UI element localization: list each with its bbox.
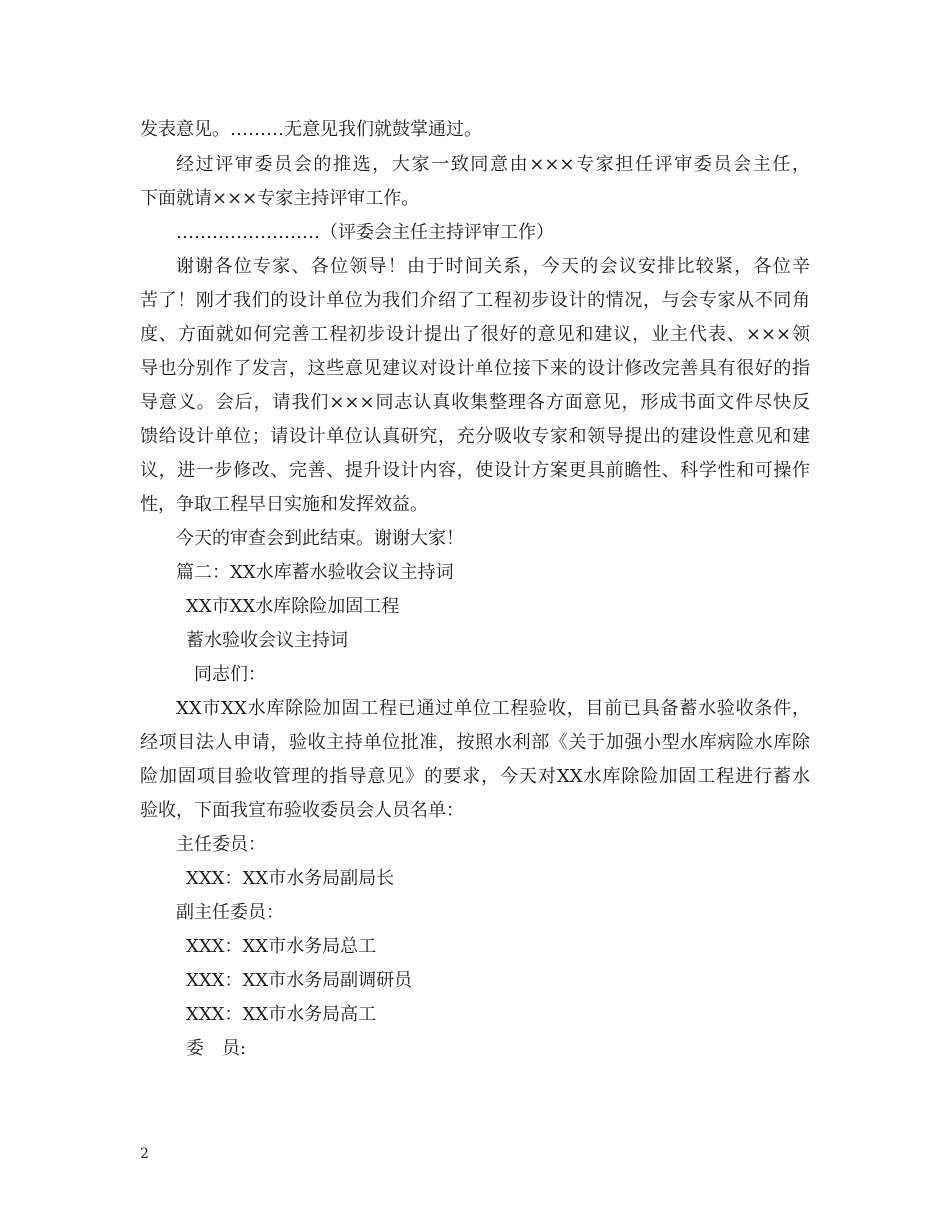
paragraph-line: 议，进一步修改、完善、提升设计内容，使设计方案更具前瞻性、科学性和可操作 [140,460,810,481]
paragraph-line: 险加固项目验收管理的指导意见》的要求，今天对XX水库除险加固工程进行蓄水 [140,766,810,787]
paragraph-line: 下面就请×××专家主持评审工作。 [140,188,420,209]
paragraph-line: 馈给设计单位；请设计单位认真研究，充分吸收专家和领导提出的建设性意见和建 [140,426,810,447]
paragraph-line: 发表意见。………无意见我们就鼓掌通过。 [140,119,482,140]
list-item: XXX：XX市水务局总工 [186,936,377,957]
paragraph-line: ……………………（评委会主任主持评审工作） [176,222,554,243]
list-label: 委 员: [186,1038,247,1059]
paragraph-line: 苦了！刚才我们的设计单位为我们介绍了工程初步设计的情况，与会专家从不同角 [140,290,810,311]
section-heading: 篇二：XX水库蓄水验收会议主持词 [176,562,454,583]
paragraph-line: 谢谢各位专家、各位领导！由于时间关系，今天的会议安排比较紧，各位辛 [176,256,810,277]
paragraph-line: 经项目法人申请，验收主持单位批准，按照水利部《关于加强小型水库病险水库除 [140,732,810,753]
list-item: XXX：XX市水务局副局长 [186,868,395,889]
paragraph-line: 验收，下面我宣布验收委员会人员名单： [140,800,464,821]
list-label: 主任委员： [176,834,266,855]
paragraph-line: 导也分别作了发言，这些意见建议对设计单位接下来的设计修改完善具有很好的指 [140,358,810,379]
page-number: 2 [140,1146,149,1162]
salutation: 同志们： [194,664,266,685]
list-item: XXX：XX市水务局高工 [186,1004,377,1025]
list-label: 副主任委员： [176,902,284,923]
paragraph-line: XX市XX水库除险加固工程已通过单位工程验收，目前已具备蓄水验收条件， [176,698,810,719]
paragraph-line: 今天的审查会到此结束。谢谢大家！ [176,528,464,549]
paragraph-line: 导意义。会后，请我们×××同志认真收集整理各方面意见，形成书面文件尽快反 [140,392,810,413]
document-title: XX市XX水库除险加固工程 [186,596,400,617]
paragraph-line: 经过评审委员会的推选，大家一致同意由×××专家担任评审委员会主任， [176,154,810,175]
paragraph-line: 性，争取工程早日实施和发挥效益。 [140,494,428,515]
list-item: XXX：XX市水务局副调研员 [186,970,413,991]
document-subtitle: 蓄水验收会议主持词 [186,630,348,651]
paragraph-line: 度、方面就如何完善工程初步设计提出了很好的意见和建议，业主代表、×××领 [140,324,810,345]
